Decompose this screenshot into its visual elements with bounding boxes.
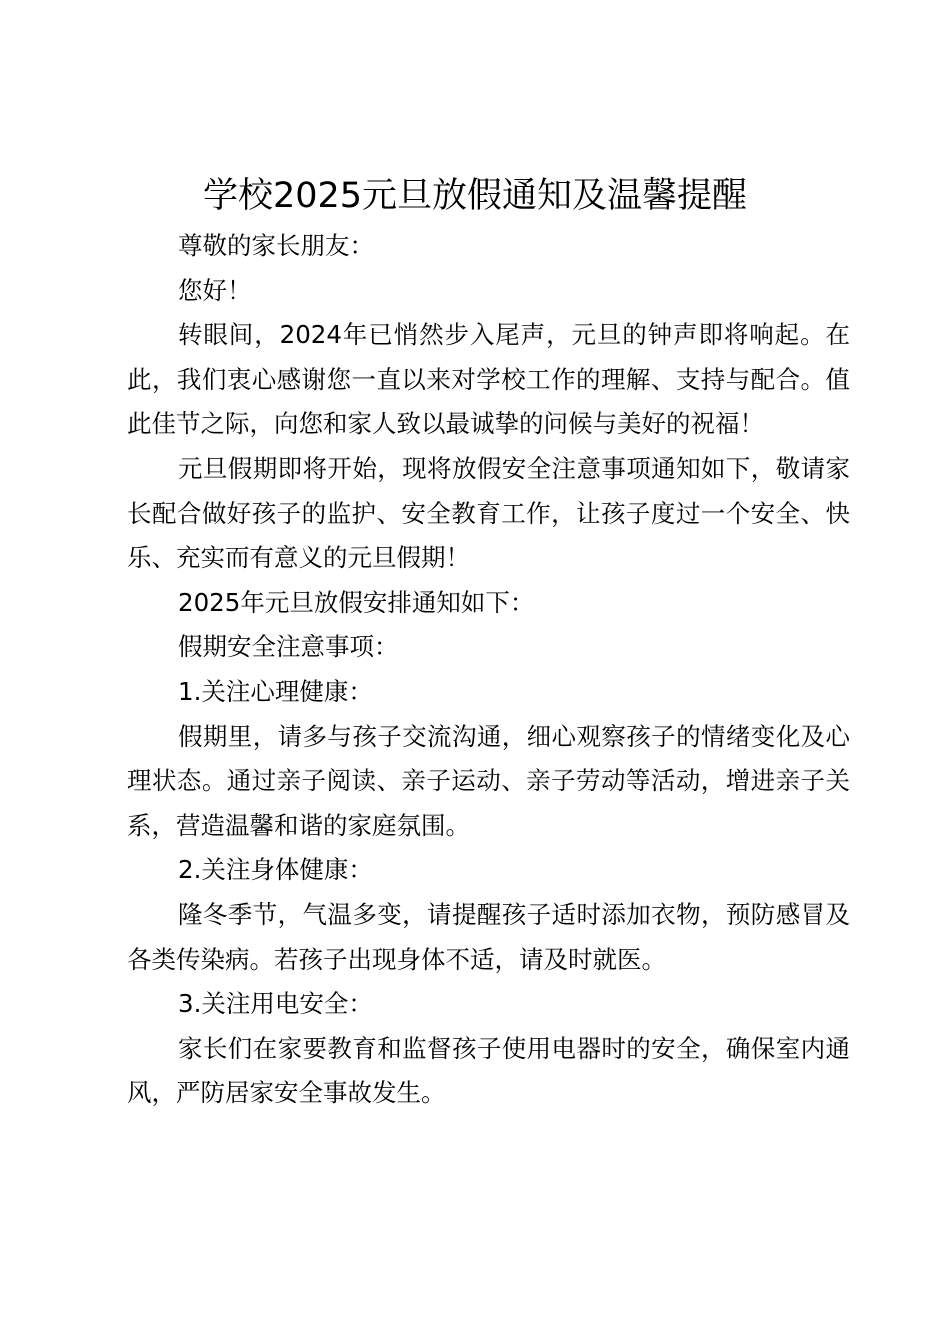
section-body-physical-health: 隆冬季节，气温多变，请提醒孩子适时添加衣物，预防感冒及各类传染病。若孩子出现身体不适，请及时就医。 <box>127 899 850 974</box>
section-heading-physical-health: 2.关注身体健康： <box>178 855 373 885</box>
notice-paragraph: 元旦假期即将开始，现将放假安全注意事项通知如下，敬请家长配合做好孩子的监护、安全教育工作，让孩子度过一个安全、快乐、充实而有意义的元旦假期！ <box>127 453 850 573</box>
document-body <box>127 224 850 1116</box>
schedule-heading: 2025年元旦放假安排通知如下： <box>178 587 535 617</box>
intro-paragraph: 转眼间，2024年已悄然步入尾声，元旦的钟声即将响起。在此，我们衷心感谢您一直以来对学校工作的理解、支持与配合。值此佳节之际，向您和家人致以最诚挚的问候与美好的祝福！ <box>127 320 850 439</box>
section-heading-mental-health: 1.关注心理健康： <box>178 676 373 706</box>
document-title: 学校2025元旦放假通知及温馨提醒 <box>202 176 748 216</box>
safety-heading: 假期安全注意事项： <box>178 632 399 662</box>
salutation: 尊敬的家长朋友： <box>178 231 374 260</box>
greeting: 您好！ <box>178 275 252 305</box>
section-body-mental-health: 假期里，请多与孩子交流沟通，细心观察孩子的情绪变化及心理状态。通过亲子阅读、亲子运动、亲子劳动等活动，增进亲子关系，营造温馨和谐的家庭氛围。 <box>127 721 850 840</box>
section-body-electrical-safety: 家长们在家要教育和监督孩子使用电器时的安全，确保室内通风，严防居家安全事故发生。 <box>127 1033 850 1108</box>
section-heading-electrical-safety: 3.关注用电安全： <box>178 989 373 1019</box>
